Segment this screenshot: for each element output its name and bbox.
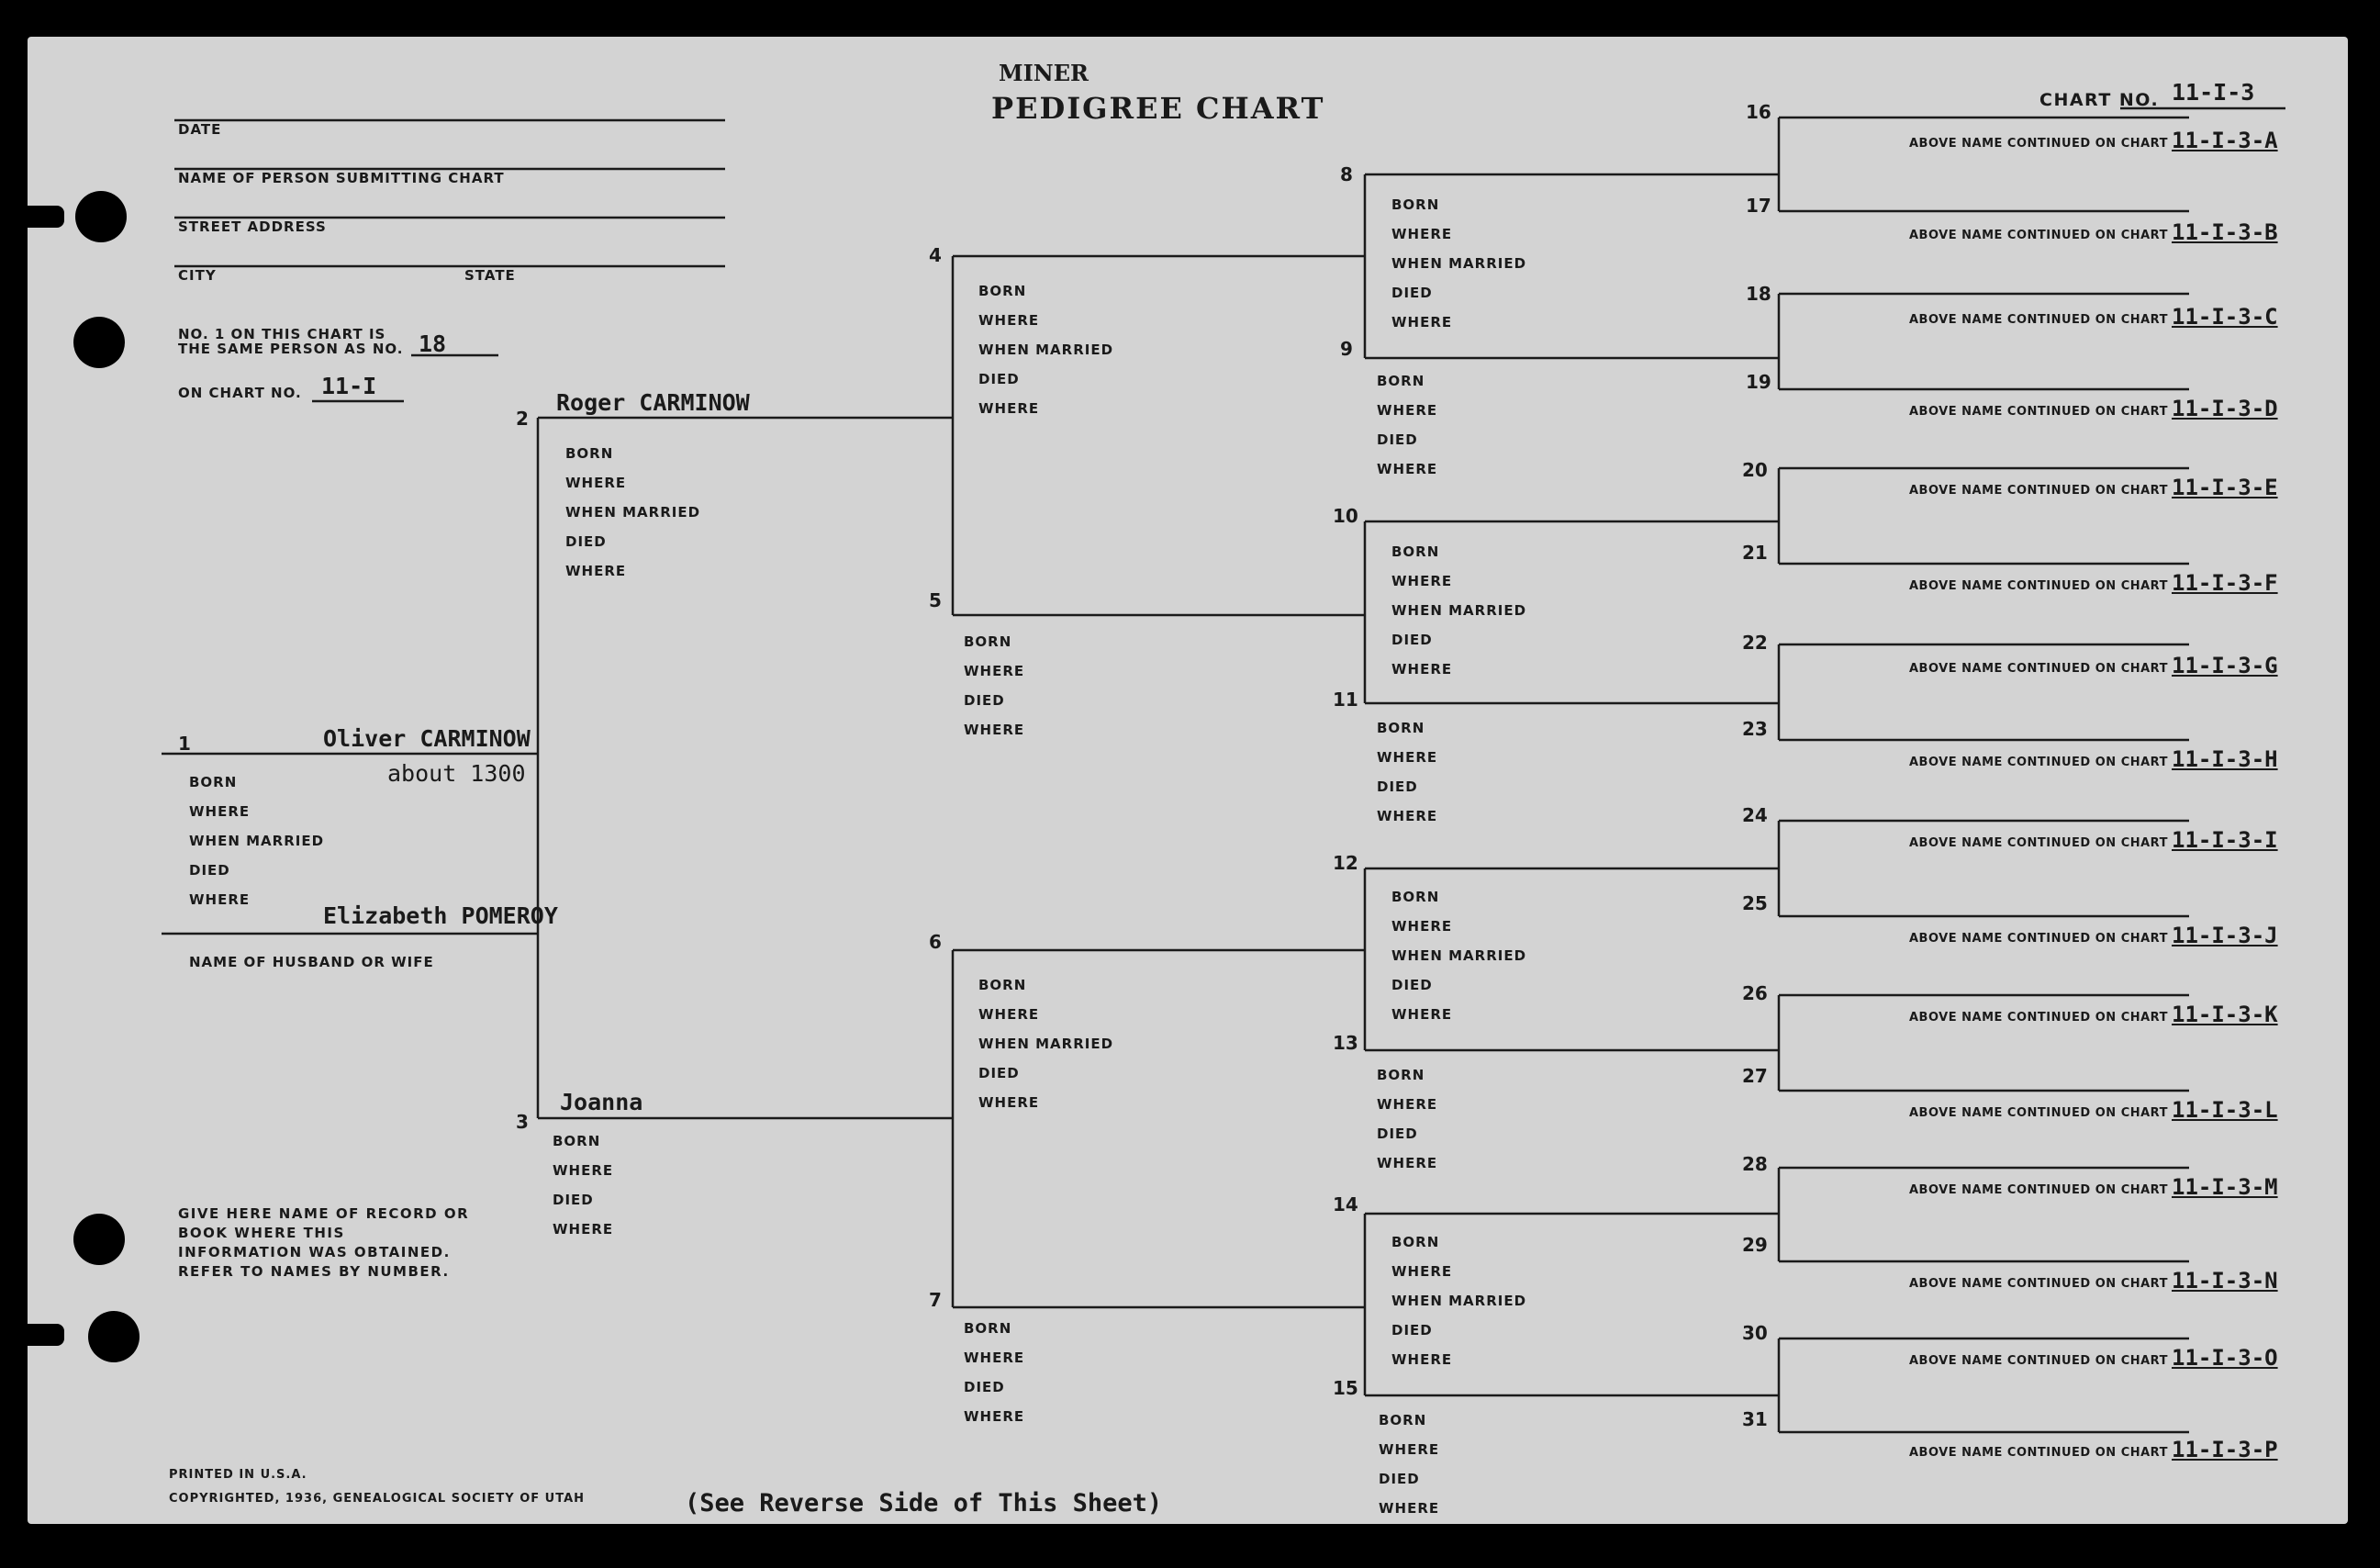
where-label: WHERE bbox=[978, 1006, 1040, 1023]
continued-chart-ref: 11-I-3-L bbox=[2172, 1097, 2278, 1123]
person-number: 16 bbox=[1746, 101, 1771, 123]
continued-label: ABOVE NAME CONTINUED ON CHART bbox=[1909, 836, 2168, 850]
person-number: 14 bbox=[1333, 1193, 1358, 1215]
born-label: BORN bbox=[1391, 543, 1440, 560]
person-number: 25 bbox=[1742, 892, 1768, 914]
where-label: WHERE bbox=[1377, 402, 1438, 419]
born-label: BORN bbox=[189, 774, 238, 790]
died-label: DIED bbox=[1391, 977, 1433, 993]
where-label: WHERE bbox=[189, 803, 251, 820]
continued-chart-ref: 11-I-3-M bbox=[2172, 1174, 2278, 1200]
continued-label: ABOVE NAME CONTINUED ON CHART bbox=[1909, 229, 2168, 242]
submitter-label: NAME OF PERSON SUBMITTING CHART bbox=[178, 170, 505, 186]
person-number: 4 bbox=[929, 244, 942, 266]
where-label: WHERE bbox=[1377, 749, 1438, 766]
continued-chart-ref: 11-I-3-H bbox=[2172, 746, 2278, 772]
died-label: DIED bbox=[1377, 431, 1418, 448]
died-label: DIED bbox=[553, 1192, 594, 1208]
continued-chart-ref: 11-I-3-I bbox=[2172, 827, 2278, 853]
continued-label: ABOVE NAME CONTINUED ON CHART bbox=[1909, 756, 2168, 769]
person-number: 9 bbox=[1340, 338, 1353, 360]
born-label: BORN bbox=[1377, 373, 1425, 389]
died-label: DIED bbox=[978, 1065, 1020, 1081]
continued-label: ABOVE NAME CONTINUED ON CHART bbox=[1909, 137, 2168, 151]
person-number: 12 bbox=[1333, 852, 1358, 874]
continued-label: ABOVE NAME CONTINUED ON CHART bbox=[1909, 1011, 2168, 1025]
where-label: WHERE bbox=[565, 563, 627, 579]
printed-in-usa: PRINTED IN U.S.A. bbox=[169, 1468, 307, 1482]
person-number: 22 bbox=[1742, 632, 1768, 654]
where-label: WHERE bbox=[1391, 573, 1453, 589]
person-number: 31 bbox=[1742, 1408, 1768, 1430]
person-number: 5 bbox=[929, 589, 942, 611]
born-label: BORN bbox=[978, 977, 1027, 993]
when-married-label: WHEN MARRIED bbox=[565, 504, 701, 521]
date-label: DATE bbox=[178, 121, 222, 138]
person3-name: Joanna bbox=[560, 1089, 643, 1115]
same-person-line2: THE SAME PERSON AS NO. bbox=[178, 341, 404, 357]
born-label: BORN bbox=[964, 633, 1012, 650]
state-label: STATE bbox=[464, 267, 516, 284]
chart-no-value: 11-I-3 bbox=[2172, 79, 2255, 106]
where-label: WHERE bbox=[964, 1350, 1025, 1366]
when-married-label: WHEN MARRIED bbox=[978, 342, 1114, 358]
died-label: DIED bbox=[978, 371, 1020, 387]
street-label: STREET ADDRESS bbox=[178, 218, 327, 235]
born-label: BORN bbox=[964, 1320, 1012, 1337]
died-label: DIED bbox=[1377, 1126, 1418, 1142]
person-number: 13 bbox=[1333, 1032, 1358, 1054]
where-label: WHERE bbox=[1391, 226, 1453, 242]
record-source-note: GIVE HERE NAME OF RECORD OR BOOK WHERE THIS INFORMATION WAS OBTAINED. REFER TO NAMES BY NUMBER. bbox=[178, 1205, 470, 1280]
person-number: 6 bbox=[929, 931, 942, 953]
person-number: 7 bbox=[929, 1289, 942, 1311]
person-number: 20 bbox=[1742, 459, 1768, 481]
continued-label: ABOVE NAME CONTINUED ON CHART bbox=[1909, 579, 2168, 593]
where-label: WHERE bbox=[964, 1408, 1025, 1425]
see-reverse-note: (See Reverse Side of This Sheet) bbox=[685, 1489, 1163, 1518]
where-label: WHERE bbox=[964, 722, 1025, 738]
continued-label: ABOVE NAME CONTINUED ON CHART bbox=[1909, 662, 2168, 676]
born-label: BORN bbox=[553, 1133, 601, 1149]
died-label: DIED bbox=[964, 692, 1005, 709]
on-chart-value: 11-I bbox=[321, 373, 377, 399]
continued-chart-ref: 11-I-3-N bbox=[2172, 1268, 2278, 1294]
person-number: 11 bbox=[1333, 689, 1358, 711]
where-label: WHERE bbox=[1391, 1006, 1453, 1023]
continued-chart-ref: 11-I-3-O bbox=[2172, 1345, 2278, 1371]
continued-label: ABOVE NAME CONTINUED ON CHART bbox=[1909, 1106, 2168, 1120]
on-chart-label: ON CHART NO. bbox=[178, 385, 302, 401]
born-label: BORN bbox=[1391, 889, 1440, 905]
when-married-label: WHEN MARRIED bbox=[1391, 602, 1527, 619]
when-married-label: WHEN MARRIED bbox=[1391, 947, 1527, 964]
person1-name: Oliver CARMINOW bbox=[323, 725, 531, 752]
continued-chart-ref: 11-I-3-E bbox=[2172, 475, 2278, 500]
where-label: WHERE bbox=[1377, 808, 1438, 824]
continued-chart-ref: 11-I-3-J bbox=[2172, 923, 2278, 948]
where-label: WHERE bbox=[1391, 661, 1453, 678]
continued-label: ABOVE NAME CONTINUED ON CHART bbox=[1909, 932, 2168, 946]
where-label: WHERE bbox=[978, 1094, 1040, 1111]
city-label: CITY bbox=[178, 267, 217, 284]
when-married-label: WHEN MARRIED bbox=[1391, 1293, 1527, 1309]
continued-chart-ref: 11-I-3-A bbox=[2172, 128, 2278, 153]
person-number: 2 bbox=[516, 408, 529, 430]
person-number: 8 bbox=[1340, 163, 1353, 185]
person-number: 30 bbox=[1742, 1322, 1768, 1344]
person-number: 26 bbox=[1742, 982, 1768, 1004]
copyright-note: COPYRIGHTED, 1936, GENEALOGICAL SOCIETY OF UTAH bbox=[169, 1492, 586, 1506]
continued-chart-ref: 11-I-3-G bbox=[2172, 653, 2278, 678]
where-label: WHERE bbox=[189, 891, 251, 908]
died-label: DIED bbox=[1377, 778, 1418, 795]
where-label: WHERE bbox=[1391, 314, 1453, 330]
died-label: DIED bbox=[565, 533, 607, 550]
where-label: WHERE bbox=[978, 312, 1040, 329]
continued-label: ABOVE NAME CONTINUED ON CHART bbox=[1909, 484, 2168, 498]
continued-chart-ref: 11-I-3-F bbox=[2172, 570, 2278, 596]
born-label: BORN bbox=[978, 283, 1027, 299]
died-label: DIED bbox=[1391, 632, 1433, 648]
person-number: 17 bbox=[1746, 195, 1771, 217]
where-label: WHERE bbox=[1377, 1096, 1438, 1113]
person-number: 29 bbox=[1742, 1234, 1768, 1256]
where-label: WHERE bbox=[553, 1221, 614, 1238]
when-married-label: WHEN MARRIED bbox=[978, 1036, 1114, 1052]
chart-no-label: CHART NO. bbox=[2039, 90, 2160, 110]
where-label: WHERE bbox=[1379, 1441, 1440, 1458]
person-number: 27 bbox=[1742, 1065, 1768, 1087]
same-person-line1: NO. 1 ON THIS CHART IS bbox=[178, 326, 386, 342]
continued-chart-ref: 11-I-3-D bbox=[2172, 396, 2278, 421]
born-label: BORN bbox=[565, 445, 614, 462]
continued-label: ABOVE NAME CONTINUED ON CHART bbox=[1909, 1446, 2168, 1460]
continued-label: ABOVE NAME CONTINUED ON CHART bbox=[1909, 313, 2168, 327]
where-label: WHERE bbox=[565, 475, 627, 491]
person-number: 18 bbox=[1746, 283, 1771, 305]
when-married-label: WHEN MARRIED bbox=[189, 833, 325, 849]
where-label: WHERE bbox=[1377, 1155, 1438, 1171]
born-label: BORN bbox=[1391, 1234, 1440, 1250]
same-person-value: 18 bbox=[419, 330, 447, 357]
died-label: DIED bbox=[189, 862, 230, 879]
person-number: 10 bbox=[1333, 505, 1358, 527]
person-number: 3 bbox=[516, 1111, 529, 1133]
continued-label: ABOVE NAME CONTINUED ON CHART bbox=[1909, 1183, 2168, 1197]
person-number: 19 bbox=[1746, 371, 1771, 393]
died-label: DIED bbox=[964, 1379, 1005, 1395]
continued-label: ABOVE NAME CONTINUED ON CHART bbox=[1909, 1354, 2168, 1368]
where-label: WHERE bbox=[1379, 1500, 1440, 1517]
continued-label: ABOVE NAME CONTINUED ON CHART bbox=[1909, 1277, 2168, 1291]
person2-name: Roger CARMINOW bbox=[556, 389, 750, 416]
person-number: 1 bbox=[178, 733, 191, 755]
person-number: 24 bbox=[1742, 804, 1768, 826]
died-label: DIED bbox=[1379, 1471, 1420, 1487]
born-label: BORN bbox=[1377, 1067, 1425, 1083]
continued-chart-ref: 11-I-3-K bbox=[2172, 1002, 2278, 1027]
page-title: PEDIGREE CHART bbox=[991, 91, 1325, 126]
born-label: BORN bbox=[1377, 720, 1425, 736]
person-number: 28 bbox=[1742, 1153, 1768, 1175]
born-label: BORN bbox=[1379, 1412, 1427, 1428]
miner-stamp: MINER bbox=[999, 60, 1089, 86]
spouse-name: Elizabeth POMEROY bbox=[323, 902, 558, 929]
where-label: WHERE bbox=[964, 663, 1025, 679]
continued-chart-ref: 11-I-3-B bbox=[2172, 219, 2278, 245]
continued-chart-ref: 11-I-3-P bbox=[2172, 1437, 2278, 1462]
where-label: WHERE bbox=[978, 400, 1040, 417]
person-number: 15 bbox=[1333, 1377, 1358, 1399]
died-label: DIED bbox=[1391, 285, 1433, 301]
born-label: BORN bbox=[1391, 196, 1440, 213]
person1-born-value: about 1300 bbox=[387, 760, 526, 787]
continued-chart-ref: 11-I-3-C bbox=[2172, 304, 2278, 330]
spouse-label: NAME OF HUSBAND OR WIFE bbox=[189, 954, 434, 970]
person-number: 23 bbox=[1742, 718, 1768, 740]
where-label: WHERE bbox=[1391, 1263, 1453, 1280]
continued-label: ABOVE NAME CONTINUED ON CHART bbox=[1909, 405, 2168, 419]
where-label: WHERE bbox=[1377, 461, 1438, 477]
person-number: 21 bbox=[1742, 542, 1768, 564]
where-label: WHERE bbox=[1391, 918, 1453, 935]
died-label: DIED bbox=[1391, 1322, 1433, 1338]
where-label: WHERE bbox=[1391, 1351, 1453, 1368]
where-label: WHERE bbox=[553, 1162, 614, 1179]
when-married-label: WHEN MARRIED bbox=[1391, 255, 1527, 272]
